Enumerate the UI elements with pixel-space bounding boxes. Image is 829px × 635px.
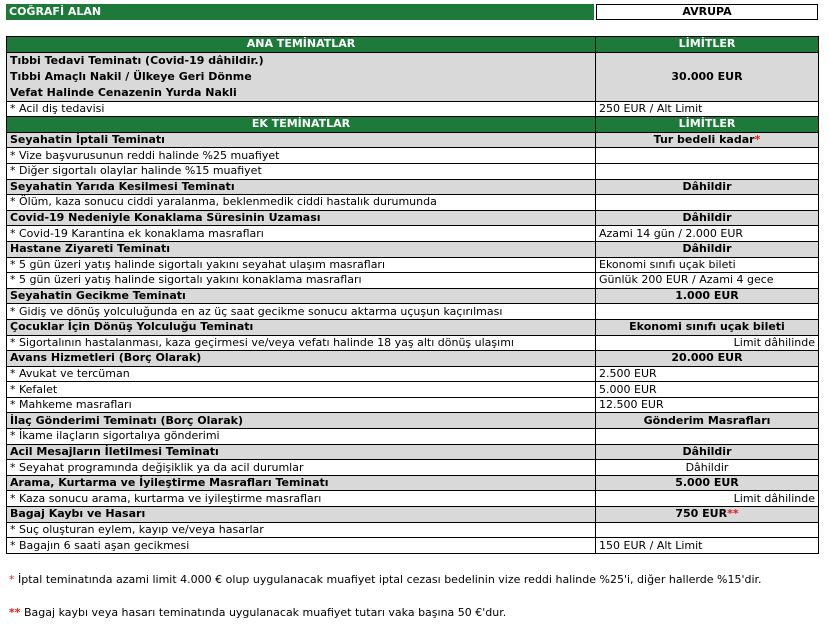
- main-coverage-row: [7, 52, 819, 101]
- coverage-name: Çocuklar İçin Dönüş Yolculuğu Teminatı: [7, 319, 596, 335]
- table-row: [7, 195, 819, 211]
- coverage-limit: [596, 132, 819, 148]
- table-row: [7, 351, 819, 367]
- coverage-name: Avans Hizmetleri (Borç Olarak): [7, 351, 596, 367]
- coverage-detail-limit: [596, 148, 819, 164]
- dental-limit: 250 EUR / Alt Limit: [596, 101, 819, 117]
- medical-transport-label: Tıbbi Amaçlı Nakil / Ülkeye Geri Dönme: [10, 69, 252, 83]
- coverage-table: [6, 36, 819, 554]
- coverage-limit: Dâhildir: [596, 241, 819, 257]
- dental-label: * Acil diş tedavisi: [7, 101, 596, 117]
- coverage-detail-limit: 12.500 EUR: [596, 397, 819, 413]
- table-row: [7, 179, 819, 195]
- coverage-detail-limit: Günlük 200 EUR / Azami 4 gece: [596, 273, 819, 289]
- coverage-limit: Dâhildir: [596, 444, 819, 460]
- coverage-detail: * Mahkeme masrafları: [7, 397, 596, 413]
- footnote-mark: **: [727, 507, 739, 521]
- footnote-cancellation: [9, 573, 762, 586]
- coverage-detail: * Suç oluşturan eylem, kayıp ve/veya hasarlar: [7, 522, 596, 538]
- coverage-limit: Dâhildir: [596, 179, 819, 195]
- table-row: [7, 148, 819, 164]
- table-row: [7, 335, 819, 351]
- coverage-limit: 20.000 EUR: [596, 351, 819, 367]
- main-limits-title: LİMİTLER: [596, 37, 819, 53]
- coverage-name: Arama, Kurtarma ve İyileştirme Masrafları Teminatı: [7, 475, 596, 491]
- table-row: [7, 507, 819, 523]
- coverage-name: Acil Mesajların İletilmesi Teminatı: [7, 444, 596, 460]
- coverage-detail-limit: [596, 522, 819, 538]
- coverage-detail: * İkame ilaçların sigortalıya gönderimi: [7, 429, 596, 445]
- table-row: [7, 491, 819, 507]
- coverage-name: Hastane Ziyareti Teminatı: [7, 241, 596, 257]
- coverage-limit: 5.000 EUR: [596, 475, 819, 491]
- table-row: [7, 429, 819, 445]
- coverage-limit: 1.000 EUR: [596, 288, 819, 304]
- coverage-detail-limit: Limit dâhilinde: [596, 491, 819, 507]
- table-row: [7, 241, 819, 257]
- coverage-detail-limit: 5.000 EUR: [596, 382, 819, 398]
- coverage-detail: * Ölüm, kaza sonucu ciddi yaralanma, beklenmedik ciddi hastalık durumunda: [7, 195, 596, 211]
- coverage-detail: * Covid-19 Karantina ek konaklama masrafları: [7, 226, 596, 242]
- coverage-detail: * Avukat ve tercüman: [7, 366, 596, 382]
- coverage-detail: * Gidiş ve dönüş yolculuğunda en az üç saat gecikme sonucu aktarma uçuşun kaçırılması: [7, 304, 596, 320]
- coverage-detail: * Bagajın 6 saati aşan gecikmesi: [7, 538, 596, 554]
- limit-text: Tur bedeli kadar: [653, 133, 755, 147]
- coverage-detail-limit: Limit dâhilinde: [596, 335, 819, 351]
- coverage-detail-limit: Dâhildir: [596, 460, 819, 476]
- coverage-detail-limit: Ekonomi sınıfı uçak bileti: [596, 257, 819, 273]
- coverage-detail: * 5 gün üzeri yatış halinde sigortalı yakını konaklama masrafları: [7, 273, 596, 289]
- table-row: [7, 210, 819, 226]
- table-row: [7, 382, 819, 398]
- region-bar: [6, 4, 818, 20]
- coverage-detail-limit: [596, 163, 819, 179]
- footnote-baggage: [9, 606, 506, 619]
- footnote-mark: *: [754, 133, 761, 147]
- table-row: [7, 304, 819, 320]
- footnote-mark: **: [9, 606, 21, 619]
- footnote-text: Bagaj kaybı veya hasarı teminatında uygulanacak muafiyet tutarı vaka başına 50 €'dur.: [20, 606, 507, 619]
- table-row: [7, 397, 819, 413]
- table-row: [7, 460, 819, 476]
- table-row: [7, 538, 819, 554]
- coverage-detail-limit: [596, 195, 819, 211]
- main-coverage-items: [7, 52, 596, 101]
- coverage-limit: [596, 507, 819, 523]
- footnote-text: İptal teminatında azami limit 4.000 € olup uygulanacak muafiyet iptal cezası bedelinin vize reddi halinde %25'i, diğer hallerde %15'dir.: [14, 573, 762, 586]
- coverage-name: Covid-19 Nedeniyle Konaklama Süresinin Uzaması: [7, 210, 596, 226]
- table-row: [7, 257, 819, 273]
- main-coverage-limit: 30.000 EUR: [596, 52, 819, 101]
- coverage-detail-limit: 150 EUR / Alt Limit: [596, 538, 819, 554]
- main-coverage-title: ANA TEMİNATLAR: [7, 37, 596, 53]
- coverage-detail-limit: [596, 429, 819, 445]
- extra-coverage-header: [7, 117, 819, 133]
- coverage-detail: * Seyahat programında değişiklik ya da acil durumlar: [7, 460, 596, 476]
- table-row: [7, 273, 819, 289]
- coverage-limit: Dâhildir: [596, 210, 819, 226]
- coverage-detail: * Sigortalının hastalanması, kaza geçirmesi ve/veya vefatı halinde 18 yaş altı dönüş ulaşımı: [7, 335, 596, 351]
- extra-limits-title: LİMİTLER: [596, 117, 819, 133]
- coverage-limit: Gönderim Masrafları: [596, 413, 819, 429]
- table-row: [7, 288, 819, 304]
- footnote-mark: *: [9, 573, 15, 586]
- table-row: [7, 132, 819, 148]
- main-coverage-header: [7, 37, 819, 53]
- region-value: AVRUPA: [596, 4, 818, 20]
- limit-text: 750 EUR: [675, 507, 728, 521]
- table-row: [7, 226, 819, 242]
- table-row: [7, 163, 819, 179]
- coverage-detail-limit: [596, 304, 819, 320]
- extra-coverage-title: EK TEMİNATLAR: [7, 117, 596, 133]
- coverage-detail-limit: 2.500 EUR: [596, 366, 819, 382]
- medical-treatment-label: Tıbbi Tedavi Teminatı (Covid-19 dâhildir.): [10, 53, 264, 67]
- coverage-detail: * Kefalet: [7, 382, 596, 398]
- table-row: [7, 522, 819, 538]
- coverage-name: Seyahatin Gecikme Teminatı: [7, 288, 596, 304]
- coverage-name: İlaç Gönderimi Teminatı (Borç Olarak): [7, 413, 596, 429]
- table-row: [7, 444, 819, 460]
- table-row: [7, 319, 819, 335]
- table-row: [7, 366, 819, 382]
- table-row: [7, 475, 819, 491]
- coverage-detail: * Vize başvurusunun reddi halinde %25 muafiyet: [7, 148, 596, 164]
- region-label: COĞRAFİ ALAN: [6, 4, 594, 20]
- coverage-detail: * 5 gün üzeri yatış halinde sigortalı yakını seyahat ulaşım masrafları: [7, 257, 596, 273]
- coverage-name: Bagaj Kaybı ve Hasarı: [7, 507, 596, 523]
- coverage-detail-limit: Azami 14 gün / 2.000 EUR: [596, 226, 819, 242]
- repatriation-label: Vefat Halinde Cenazenin Yurda Nakli: [10, 85, 237, 99]
- coverage-name: Seyahatin Yarıda Kesilmesi Teminatı: [7, 179, 596, 195]
- coverage-detail: * Diğer sigortalı olaylar halinde %15 muafiyet: [7, 163, 596, 179]
- table-row: [7, 101, 819, 117]
- table-row: [7, 413, 819, 429]
- coverage-name: Seyahatin İptali Teminatı: [7, 132, 596, 148]
- coverage-detail: * Kaza sonucu arama, kurtarma ve iyileştirme masrafları: [7, 491, 596, 507]
- coverage-limit: Ekonomi sınıfı uçak bileti: [596, 319, 819, 335]
